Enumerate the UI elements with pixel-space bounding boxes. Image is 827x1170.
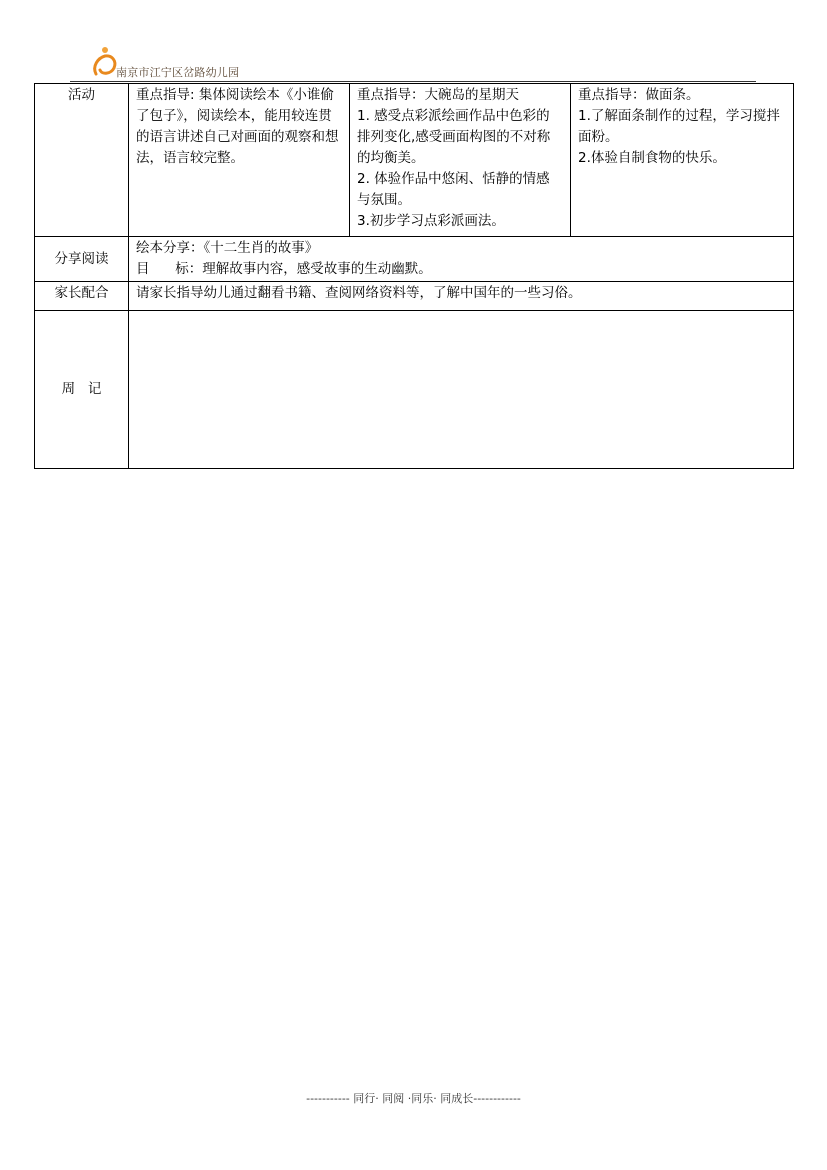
activity-col2-item2: 2. 体验作品中悠闲、恬静的情感与氛围。 <box>357 171 550 208</box>
activity-col2-item1: 1. 感受点彩派绘画作品中色彩的排列变化,感受画面构图的不对称的均衡美。 <box>357 108 551 166</box>
activity-col2 <box>350 84 571 237</box>
activity-col2-item3: 3.初步学习点彩派画法。 <box>357 213 505 229</box>
weekly-plan-table <box>34 83 794 469</box>
parents-row <box>35 282 794 311</box>
weekly-notes-label-text: 周 记 <box>61 381 102 397</box>
reading-label: 分享阅读 <box>35 237 129 282</box>
weekly-notes-content <box>129 311 794 469</box>
activity-col3-item1: 1.了解面条制作的过程，学习搅拌面粉。 <box>578 108 780 145</box>
activity-col1-text: 重点指导: 集体阅读绘本《小谁偷了包子》，阅读绘本，能用较连贯的语言讲述自己对画面的观察和想法，语言较完整。 <box>136 87 339 166</box>
school-name: 南京市江宁区岔路幼儿园 <box>116 66 240 79</box>
activity-col3-item2: 2.体验自制食物的快乐。 <box>578 150 726 166</box>
activity-col1 <box>129 84 350 237</box>
page-footer: ----------- 同行· 同阅 ·同乐· 同成长------------ <box>306 1092 521 1105</box>
activity-col3 <box>571 84 794 237</box>
reading-book: 绘本分享：《十二生肖的故事》 <box>136 240 319 256</box>
activity-col3-title: 重点指导：做面条。 <box>578 87 700 103</box>
reading-row <box>35 237 794 282</box>
reading-goal: 目 标：理解故事内容，感受故事的生动幽默。 <box>136 261 432 277</box>
parents-label: 家长配合 <box>35 282 129 311</box>
weekly-notes-row <box>35 311 794 469</box>
reading-content <box>129 237 794 282</box>
activity-col2-title: 重点指导：大碗岛的星期天 <box>357 87 519 103</box>
activity-label: 活动 <box>35 84 129 237</box>
header-divider <box>70 81 756 82</box>
parents-content: 请家长指导幼儿通过翻看书籍、查阅网络资料等，了解中国年的一些习俗。 <box>129 282 794 311</box>
weekly-notes-label <box>35 311 129 469</box>
activity-row <box>35 84 794 237</box>
